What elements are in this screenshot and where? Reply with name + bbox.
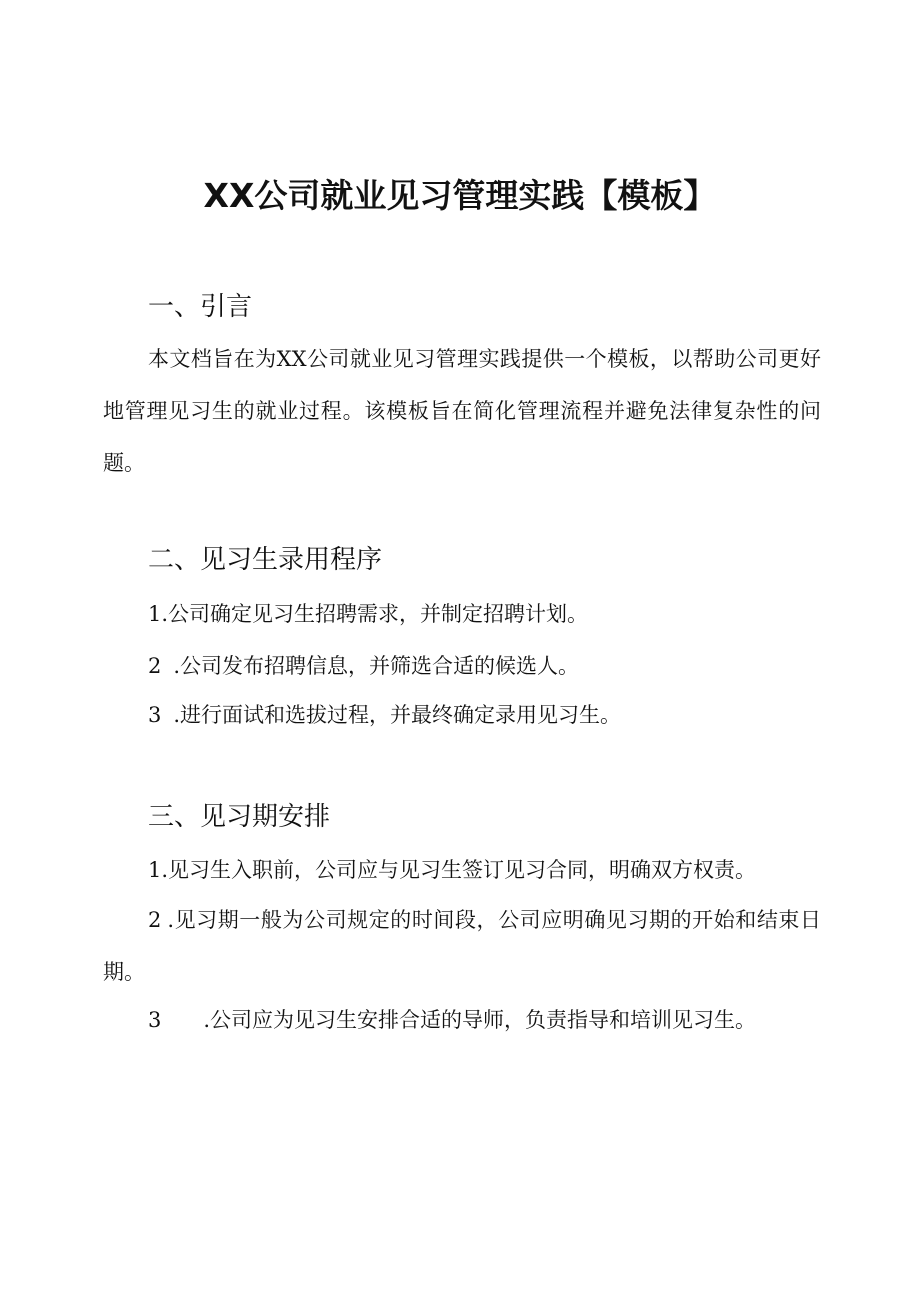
list-item bbox=[103, 689, 821, 741]
list-item bbox=[103, 894, 821, 998]
list-item bbox=[103, 994, 821, 1046]
list-item-number: 2 bbox=[148, 654, 162, 678]
list-item-number: 3 bbox=[148, 703, 162, 727]
section-heading-introduction: 一、引言 bbox=[148, 292, 253, 322]
introduction-paragraph: 本文档旨在为XX公司就业见习管理实践提供一个模板，以帮助公司更好地管理见习生的就业过程。该模板旨在简化管理流程并避免法律复杂性的问题。 bbox=[103, 347, 821, 475]
list-item-text: .公司确定见习生招聘需求，并制定招聘计划。 bbox=[161, 602, 589, 626]
list-item-text: .公司应为见习生安排合适的导师，负责指导和培训见习生。 bbox=[203, 1008, 757, 1032]
list-item-text: .见习期一般为公司规定的时间段，公司应明确见习期的开始和结束日期。 bbox=[103, 908, 821, 984]
list-item-number: 1 bbox=[148, 858, 162, 882]
list-item bbox=[103, 640, 821, 692]
list-item bbox=[103, 588, 821, 640]
list-item-number: 3 bbox=[148, 1008, 162, 1032]
list-item-text: .进行面试和选拔过程，并最终确定录用见习生。 bbox=[173, 703, 622, 727]
document-title: XX公司就业见习管理实践【模板】 bbox=[203, 176, 717, 215]
list-item-number: 2 bbox=[148, 908, 162, 932]
section-heading-recruitment: 二、见习生录用程序 bbox=[148, 545, 383, 575]
list-item bbox=[103, 844, 821, 896]
list-item-text: .公司发布招聘信息，并筛选合适的候选人。 bbox=[173, 654, 580, 678]
list-item-text: .见习生入职前，公司应与见习生签订见习合同，明确双方权责。 bbox=[161, 858, 757, 882]
list-item-number: 1 bbox=[148, 602, 162, 626]
section-heading-internship-period: 三、见习期安排 bbox=[148, 802, 331, 832]
